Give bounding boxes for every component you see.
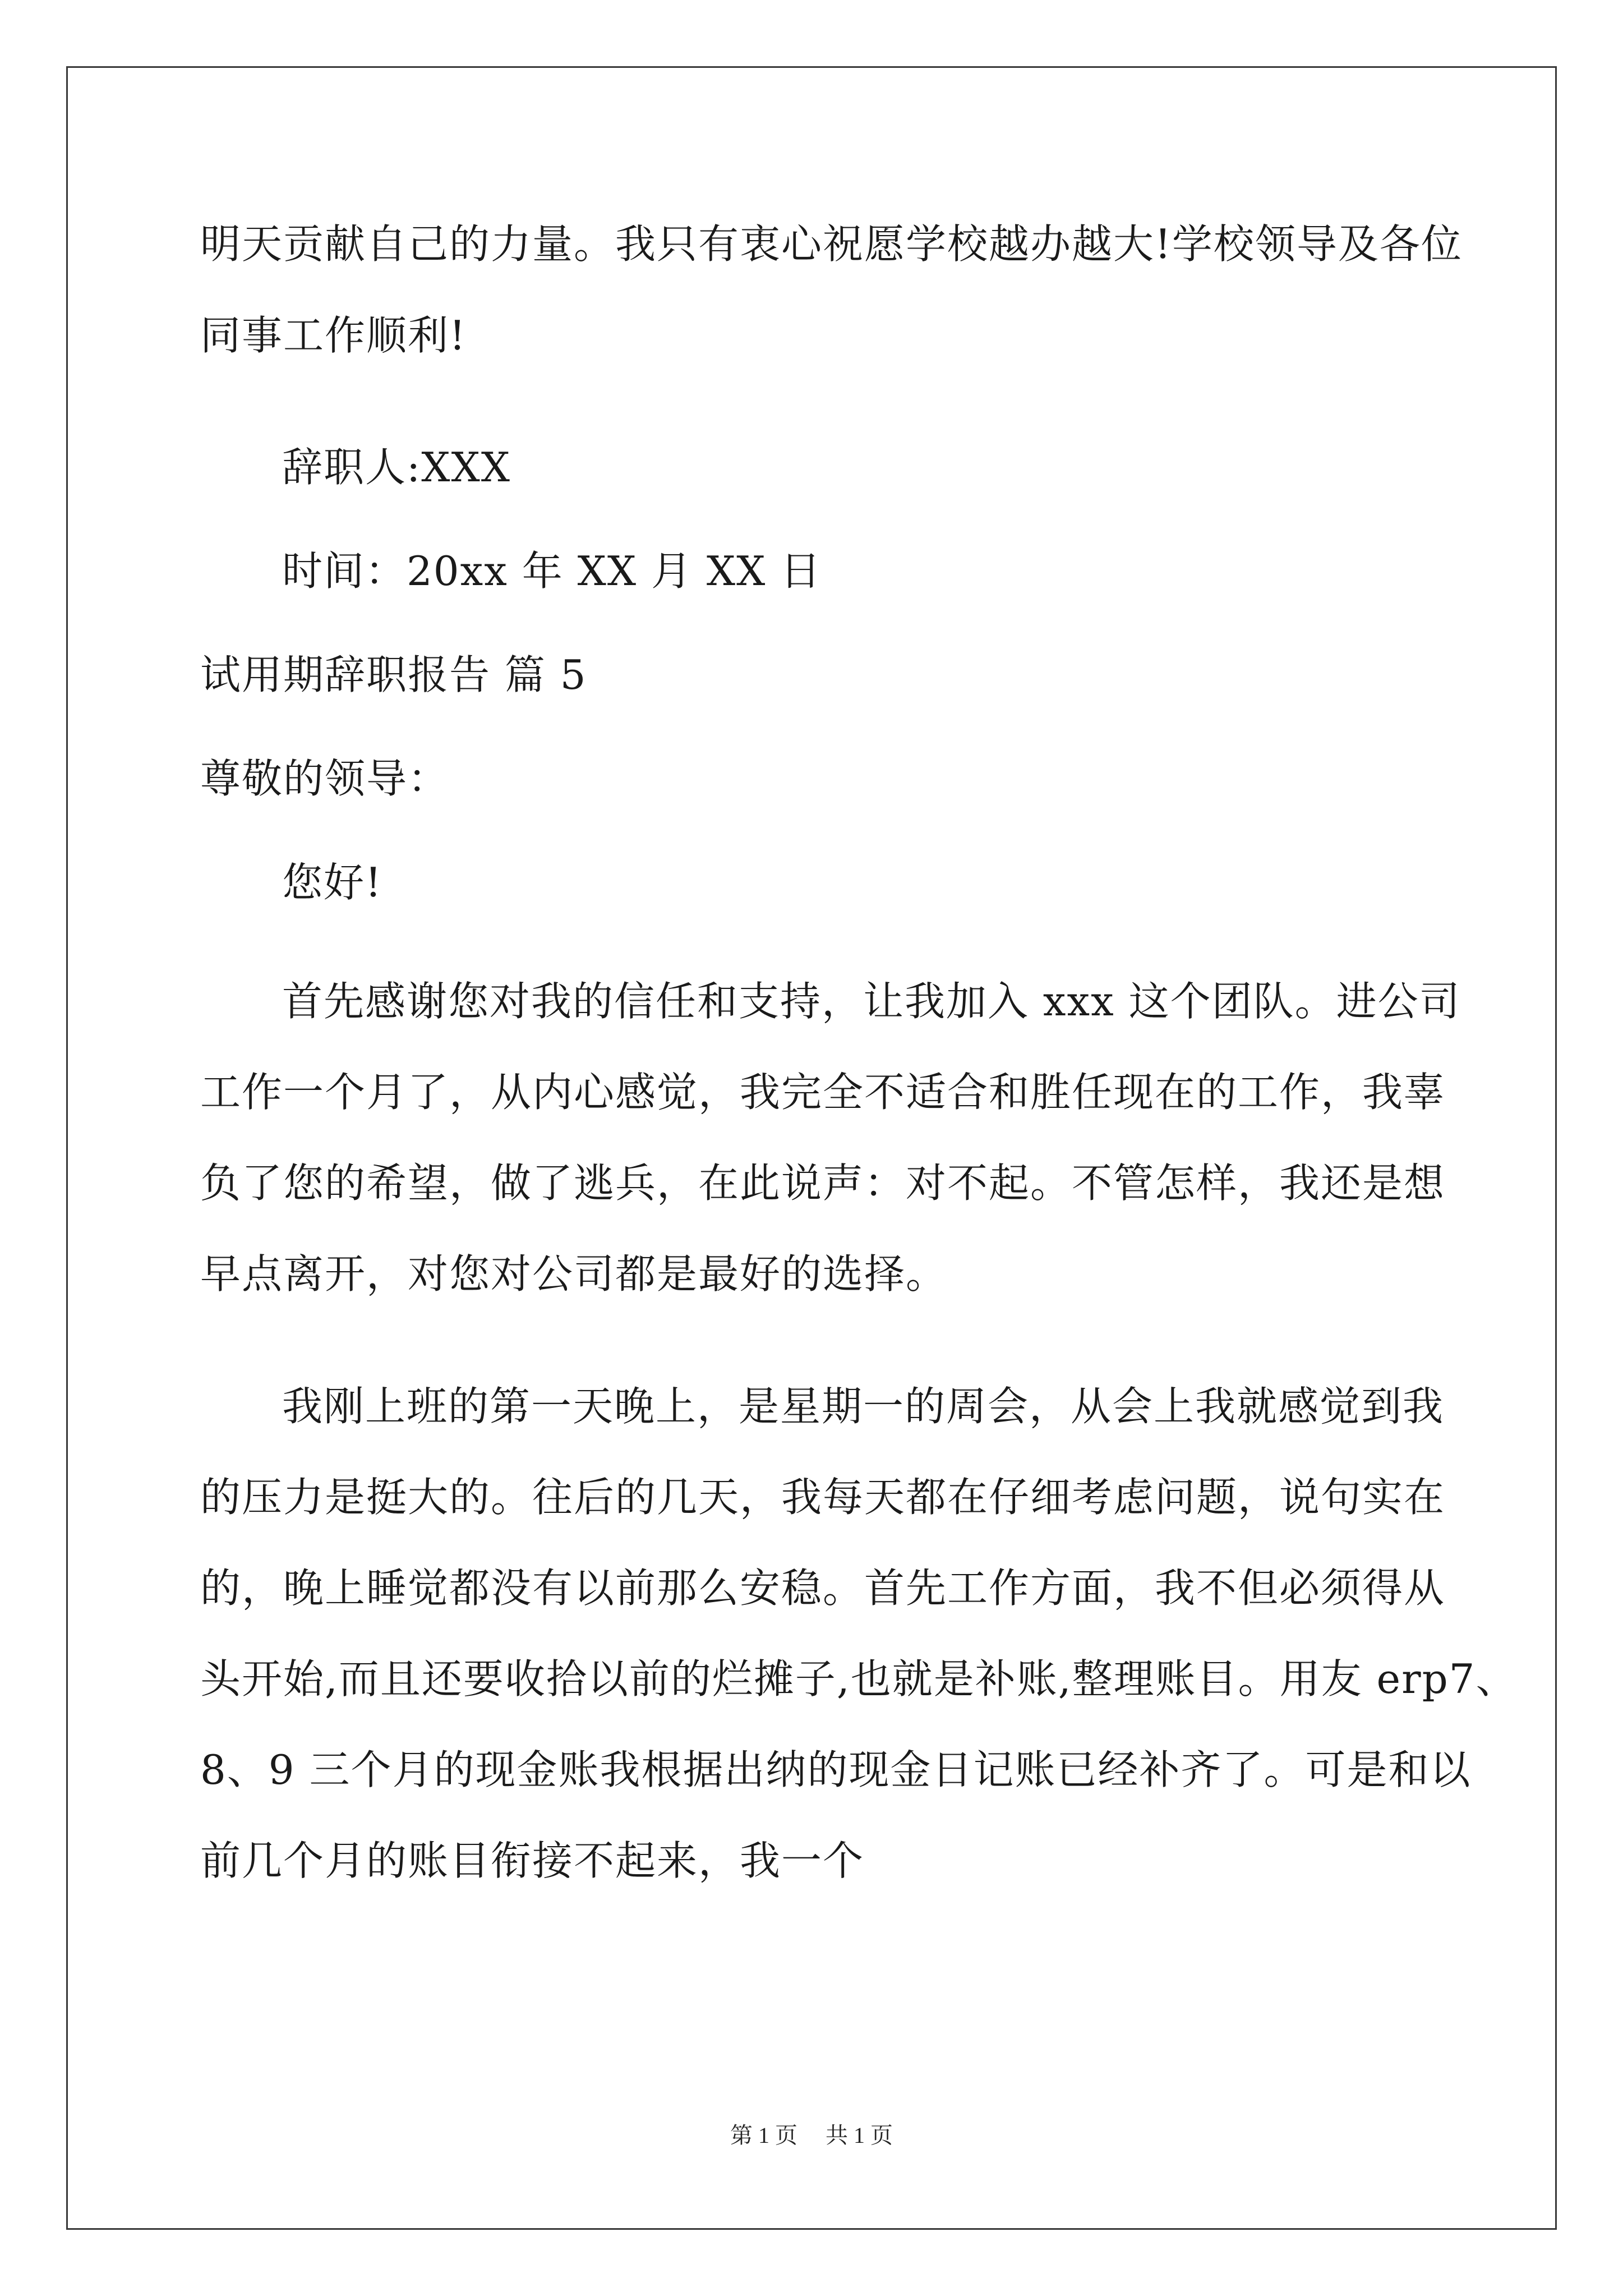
- text-line: 前几个月的账目衔接不起来，我一个: [200, 1837, 865, 1884]
- text-line: 我刚上班的第一天晚上，是星期一的周会，从会上我就感觉到我: [282, 1383, 1445, 1430]
- page-total: 共 1 页: [826, 2123, 893, 2148]
- text-line: 负了您的希望，做了逃兵，在此说声：对不起。不管怎样，我还是想: [200, 1159, 1446, 1207]
- text-line: 明天贡献自己的力量。我只有衷心祝愿学校越办越大!学校领导及各位: [200, 220, 1463, 268]
- text-line: 工作一个月了，从内心感觉，我完全不适合和胜任现在的工作，我辜: [200, 1069, 1446, 1116]
- text-line: 8、9 三个月的现金账我根据出纳的现金日记账已经补齐了。可是和以: [200, 1746, 1472, 1793]
- text-line: 的压力是挺大的。往后的几天，我每天都在仔细考虑问题，说句实在: [200, 1474, 1446, 1521]
- page-border: [66, 66, 1557, 2230]
- text-line: 同事工作顺利!: [200, 312, 467, 359]
- page-footer: [0, 2118, 1623, 2150]
- text-line: 头开始,而且还要收拾以前的烂摊子,也就是补账,整理账目。用友 erp7、: [200, 1655, 1518, 1703]
- greeting: 您好!: [282, 859, 382, 906]
- section-title: 试用期辞职报告 篇 5: [200, 651, 587, 698]
- text-line: 早点离开，对您对公司都是最好的选择。: [200, 1250, 948, 1297]
- text-line: 首先感谢您对我的信任和支持，让我加入 xxx 这个团队。进公司: [282, 978, 1461, 1025]
- date-line: 时间：20xx 年 XX 月 XX 日: [282, 547, 822, 595]
- page-number: 第 1 页: [730, 2123, 797, 2148]
- salutation: 尊敬的领导：: [200, 755, 450, 802]
- signature-line: 辞职人:XXX: [282, 444, 511, 491]
- text-line: 的，晚上睡觉都没有以前那么安稳。首先工作方面，我不但必须得从: [200, 1565, 1446, 1612]
